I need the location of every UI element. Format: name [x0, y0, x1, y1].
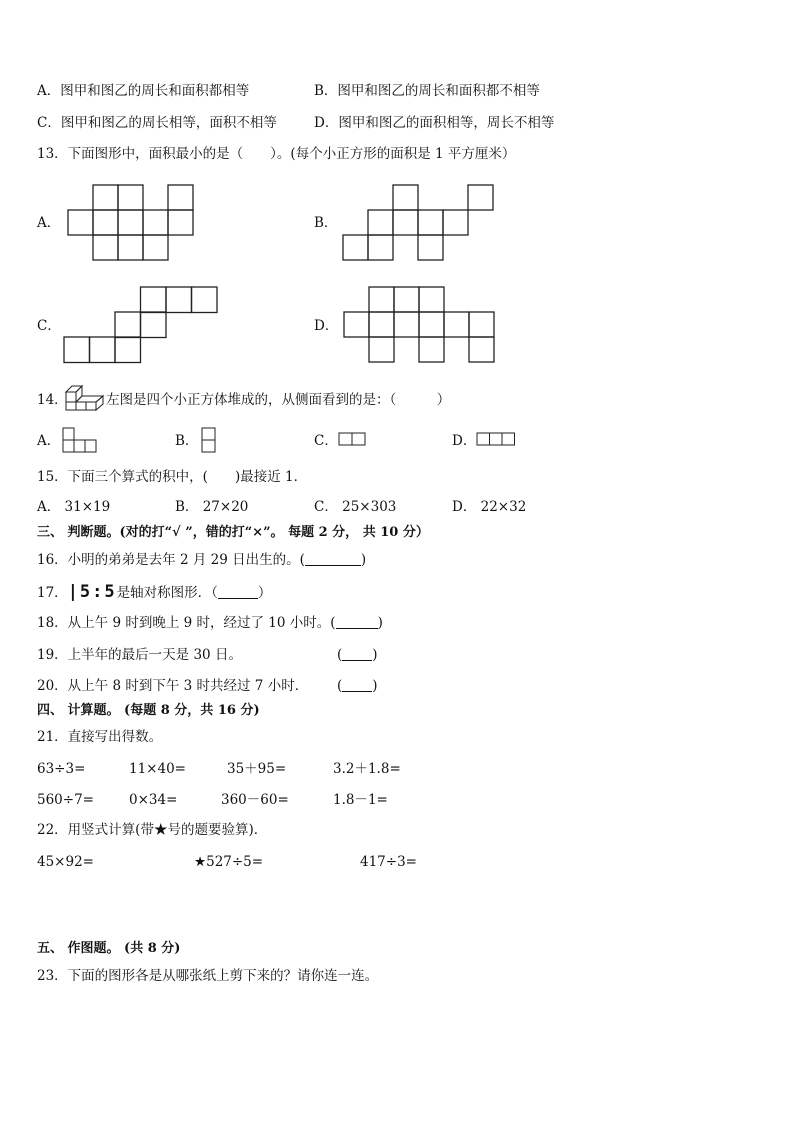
q12-option-d: D．图甲和图乙的面积相等，周长不相等: [314, 115, 555, 131]
q21-r2-c4: 1.8－1=: [333, 792, 388, 808]
q13-figure-c: [64, 287, 218, 363]
q14-label-d: D．: [452, 433, 477, 449]
q12-option-a: A．图甲和图乙的周长和面积都相等: [37, 83, 250, 99]
q15-stem: 15．下面三个算式的积中，( )最接近 1．: [37, 469, 308, 485]
q16-text: 16．小明的弟弟是去年 2 月 29 日出生的。(: [37, 552, 305, 568]
q15-option-a: A． 31×19: [37, 499, 111, 515]
q19-answer-blank[interactable]: [342, 648, 372, 661]
q12-option-c: C．图甲和图乙的周长相等，面积不相等: [37, 115, 277, 131]
q18-text: 18．从上午 9 时到晚上 9 时，经过了 10 小时。(: [37, 615, 336, 631]
q18: [37, 615, 383, 631]
q14-cube-stack-figure: [65, 384, 105, 412]
q22-stem: 22．用竖式计算(带★号的题要验算)．: [37, 822, 268, 838]
q14-option-c-figure: [338, 432, 368, 446]
q18-answer-blank[interactable]: [336, 616, 378, 629]
q22-item-3: 417÷3=: [360, 854, 417, 870]
q13-label-d: D．: [314, 318, 339, 334]
q21-r2-c2: 0×34=: [129, 792, 178, 808]
q13-label-c: C．: [37, 318, 61, 334]
q13-figure-a: [68, 185, 194, 261]
q20-text: 20．从上午 8 时到下午 3 时共经过 7 小时．: [37, 678, 309, 694]
q14-option-b-figure: [201, 427, 217, 453]
q14-label-c: C．: [314, 433, 338, 449]
q15-option-d: D． 22×32: [452, 499, 527, 515]
q13-stem: 13．下面图形中，面积最小的是（ ）。(每个小正方形的面积是 1 平方厘米）: [37, 146, 516, 162]
q14-option-d-figure: [476, 432, 518, 446]
q14-stem: 左图是四个小正方体堆成的，从侧面看到的是：（ ）: [106, 392, 451, 408]
q20-answer: ( ): [337, 678, 378, 694]
q17: [37, 584, 271, 601]
q14-number: 14．: [37, 392, 68, 408]
q21-r1-c1: 63÷3=: [37, 761, 86, 777]
q13-figure-d: [344, 287, 496, 364]
q13-figure-b: [343, 185, 493, 261]
q17-close: ）: [257, 585, 272, 601]
section-4-heading: 四、 计算题。 (每题 8 分，共 16 分): [37, 703, 260, 718]
q13-label-a: A．: [37, 215, 61, 231]
q22-item-1: 45×92=: [37, 854, 94, 870]
q21-r1-c2: 11×40=: [129, 761, 186, 777]
q21-r2-c3: 360－60=: [221, 792, 289, 808]
q12-option-b: B．图甲和图乙的周长和面积都不相等: [314, 83, 540, 99]
q23-stem: 23．下面的图形各是从哪张纸上剪下来的？请你连一连。: [37, 968, 379, 984]
section-3-heading: 三、 判断题。(对的打“√ ”，错的打“×”。 每题 2 分， 共 10 分）: [37, 525, 429, 540]
q16-close: ): [360, 552, 367, 568]
q14-option-a-figure: [62, 427, 100, 453]
q21-r1-c3: 35＋95=: [227, 761, 287, 777]
q21-r1-c4: 3.2＋1.8=: [333, 761, 401, 777]
q15-option-c: C． 25×303: [314, 499, 397, 515]
q19-answer: ( ): [337, 647, 378, 663]
q18-close: ): [377, 615, 383, 631]
q21-r2-c1: 560÷7=: [37, 792, 94, 808]
q14-label-a: A．: [37, 433, 61, 449]
q19-text: 19．上半年的最后一天是 30 日。: [37, 647, 242, 663]
q13-label-b: B．: [314, 215, 338, 231]
q14-label-b: B．: [175, 433, 199, 449]
q17-digital-figure: |5:5: [67, 582, 117, 602]
q16-answer-blank[interactable]: [305, 553, 361, 566]
q17-answer-blank[interactable]: [218, 586, 258, 599]
q15-option-b: B． 27×20: [175, 499, 249, 515]
q21-stem: 21．直接写出得数。: [37, 729, 163, 745]
q17-number: 17．: [37, 585, 68, 601]
q16: [37, 552, 366, 568]
q20-answer-blank[interactable]: [342, 679, 372, 692]
q22-item-2: ★527÷5=: [194, 854, 264, 870]
q17-text: 是轴对称图形．（: [116, 585, 218, 601]
section-5-heading: 五、 作图题。 (共 8 分): [37, 941, 181, 956]
